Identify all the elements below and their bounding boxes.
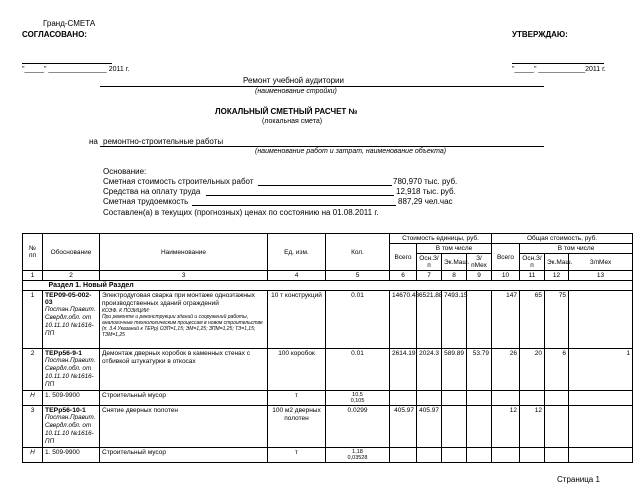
col-number: 4 bbox=[268, 271, 326, 281]
col-number: 11 bbox=[520, 271, 545, 281]
header-num: № пп bbox=[23, 234, 43, 271]
row-sum-mech-wage bbox=[569, 406, 633, 448]
row-name: Снятие дверных полотен bbox=[100, 406, 268, 448]
row-unit-mech-wage bbox=[467, 291, 492, 349]
row-sum-base-wage: 20 bbox=[520, 349, 545, 391]
header-sum-total: Всего bbox=[492, 244, 520, 271]
row-num: Н bbox=[23, 391, 43, 406]
table-row bbox=[23, 406, 633, 448]
col-number: 7 bbox=[417, 271, 442, 281]
header-sum-including: В том числе bbox=[520, 244, 633, 254]
basis-label: Основание: bbox=[103, 167, 147, 176]
row-qty: 0.01 bbox=[326, 291, 390, 349]
row-unit-total: 405.97 bbox=[390, 406, 417, 448]
agreed-label: СОГЛАСОВАНО: bbox=[22, 30, 87, 39]
labor-value: 887,29 чел.час bbox=[398, 197, 453, 206]
row-num: Н bbox=[23, 448, 43, 463]
header-basis: Обоснование bbox=[43, 234, 100, 271]
row-unit: 100 м2 дверных полотен bbox=[268, 406, 326, 448]
row-sum-total: 147 bbox=[492, 291, 520, 349]
header-unit-total: Всего bbox=[390, 244, 417, 271]
row-code: ТЕРр56-10-1 bbox=[45, 407, 86, 414]
row-name: Строительный мусор bbox=[100, 448, 268, 463]
construction-line bbox=[100, 86, 544, 87]
row-unit-total: 2614.19 bbox=[390, 349, 417, 391]
cost-label: Сметная стоимость строительных работ bbox=[103, 177, 254, 186]
row-qty-total: 0,03528 bbox=[347, 455, 368, 461]
col-number: 1 bbox=[23, 271, 43, 281]
row-sum-total: 12 bbox=[492, 406, 520, 448]
row-sum-mech-wage: 1 bbox=[569, 349, 633, 391]
row-code: 1. 509-9900 bbox=[43, 448, 100, 463]
row-unit: 10 т конструкций bbox=[268, 291, 326, 349]
wage-value: 12,918 тыс. руб. bbox=[396, 187, 456, 196]
row-unit-base-wage: 405.97 bbox=[417, 406, 442, 448]
row-unit-base-wage: 6521.88 bbox=[417, 291, 442, 349]
row-source: Постан.Правит. Свердл.обл. от 10.11.10 №1616-ПП bbox=[45, 357, 96, 388]
col-number: 3 bbox=[100, 271, 268, 281]
row-source: Постан.Правит. Свердл.обл. от 10.11.10 №1616-ПП bbox=[45, 306, 96, 337]
labor-line bbox=[192, 205, 396, 206]
works-name: ремонтно-строительные работы bbox=[103, 137, 224, 146]
header-total-cost: Общая стоимость, руб. bbox=[492, 234, 633, 244]
header-unit-including: В том числе bbox=[417, 244, 492, 254]
row-unit-mech-wage bbox=[467, 406, 492, 448]
row-sum-machines bbox=[545, 406, 569, 448]
row-sum-machines: 6 bbox=[545, 349, 569, 391]
row-qty: 1,18 bbox=[352, 449, 363, 455]
row-sum-base-wage: 65 bbox=[520, 291, 545, 349]
row-unit-mech-wage: 53.79 bbox=[467, 349, 492, 391]
works-on-label: на bbox=[89, 137, 98, 146]
table-row bbox=[23, 391, 633, 406]
header-unit-cost: Стоимость единицы, руб. bbox=[390, 234, 492, 244]
column-numbers-row bbox=[23, 271, 633, 281]
table-row bbox=[23, 349, 633, 391]
row-unit: т bbox=[268, 391, 326, 406]
col-number: 8 bbox=[442, 271, 467, 281]
row-code: ТЕРр56-9-1 bbox=[45, 350, 83, 357]
col-number: 13 bbox=[569, 271, 633, 281]
col-number: 2 bbox=[43, 271, 100, 281]
signature-line-right bbox=[512, 63, 604, 64]
row-sum-base-wage: 12 bbox=[520, 406, 545, 448]
program-name: Гранд-СМЕТА bbox=[43, 19, 96, 28]
works-caption: (наименование работ и затрат, наименование объекта) bbox=[255, 148, 447, 155]
approve-label: УТВЕРЖДАЮ: bbox=[512, 30, 568, 39]
date-left: "_____" _______________ 2011 г. bbox=[22, 66, 130, 73]
row-unit-machines bbox=[442, 406, 467, 448]
row-qty: 0.01 bbox=[326, 349, 390, 391]
row-name: Строительный мусор bbox=[100, 391, 268, 406]
row-qty-total: 0,105 bbox=[350, 398, 365, 404]
row-unit-base-wage: 2024.3 bbox=[417, 349, 442, 391]
labor-label: Сметная трудоемкость bbox=[103, 197, 189, 206]
header-unit: Ед. изм. bbox=[268, 234, 326, 271]
row-unit-total: 14670.48 bbox=[390, 291, 417, 349]
col-number: 9 bbox=[467, 271, 492, 281]
row-num: 3 bbox=[23, 406, 43, 448]
construction-name: Ремонт учебной аудитории bbox=[243, 76, 344, 85]
row-num: 2 bbox=[23, 349, 43, 391]
wage-line bbox=[206, 195, 394, 196]
row-note-title: КОЭФ. К ПОЗИЦИИ: bbox=[102, 308, 150, 314]
works-line bbox=[100, 146, 544, 147]
estimate-table bbox=[22, 233, 633, 463]
row-name: Электродуговая сварка при монтаже одноэтажных производственных зданий ограждений bbox=[102, 292, 255, 307]
header-sum-mech-wage: З/пМех bbox=[569, 254, 633, 271]
col-number: 6 bbox=[390, 271, 417, 281]
col-number: 10 bbox=[492, 271, 520, 281]
page-number: Страница 1 bbox=[557, 475, 600, 484]
cost-value: 780,970 тыс. руб. bbox=[393, 177, 458, 186]
col-number: 12 bbox=[545, 271, 569, 281]
row-code: ТЕР09-05-002-03 bbox=[45, 292, 92, 306]
row-qty: 10,5 bbox=[352, 392, 363, 398]
row-source: Постан.Правит. Свердл.обл. от 10.11.10 №1616-ПП bbox=[45, 414, 96, 445]
row-sum-mech-wage bbox=[569, 291, 633, 349]
date-right: "_____" ____________2011 г. bbox=[512, 66, 606, 73]
header-unit-base-wage: Осн.З/п bbox=[417, 254, 442, 271]
col-number: 5 bbox=[326, 271, 390, 281]
prices-note: Составлен(а) в текущих (прогнозных) ценах по состоянию на 01.08.2011 г. bbox=[103, 208, 379, 217]
signature-line-left bbox=[22, 63, 112, 64]
estimate-title: ЛОКАЛЬНЫЙ СМЕТНЫЙ РАСЧЕТ № bbox=[215, 107, 358, 116]
header-name: Наименование bbox=[100, 234, 268, 271]
header-qty: Кол. bbox=[326, 234, 390, 271]
row-unit: т bbox=[268, 448, 326, 463]
row-num: 1 bbox=[23, 291, 43, 349]
cost-line bbox=[258, 185, 392, 186]
header-sum-base-wage: Осн.З/п bbox=[520, 254, 545, 271]
row-unit: 100 коробок bbox=[268, 349, 326, 391]
row-code: 1. 509-9900 bbox=[43, 391, 100, 406]
table-row bbox=[23, 448, 633, 463]
header-unit-mech-wage: З/пМех bbox=[467, 254, 492, 271]
header-sum-machines: Эк.Маш. bbox=[545, 254, 569, 271]
table-row bbox=[23, 291, 633, 349]
construction-caption: (наименование стройки) bbox=[255, 88, 337, 95]
row-name: Демонтаж дверных коробок в каменных стенах с отбивкой штукатурки в откосах bbox=[100, 349, 268, 391]
row-unit-machines: 7493.15 bbox=[442, 291, 467, 349]
row-unit-machines: 589.89 bbox=[442, 349, 467, 391]
wage-label: Средства на оплату труда bbox=[103, 187, 201, 196]
row-note: При ремонте и реконструкции зданий и сооружений работы, аналогичные технологическим процессам в новом строительстве (п. 3.4 Указаний к ТЕРр) ОЗП=1,15; ЭМ=1,25; ЗПМ=1,25; ТЗ=1,15; ТЗМ=1,25 bbox=[102, 314, 263, 338]
estimate-subtitle: (локальная смета) bbox=[262, 118, 323, 125]
section-title: Раздел 1. Новый Раздел bbox=[43, 281, 633, 291]
row-sum-machines: 75 bbox=[545, 291, 569, 349]
header-unit-machines: Эк.Маш. bbox=[442, 254, 467, 271]
row-sum-total: 26 bbox=[492, 349, 520, 391]
row-qty: 0.0299 bbox=[326, 406, 390, 448]
